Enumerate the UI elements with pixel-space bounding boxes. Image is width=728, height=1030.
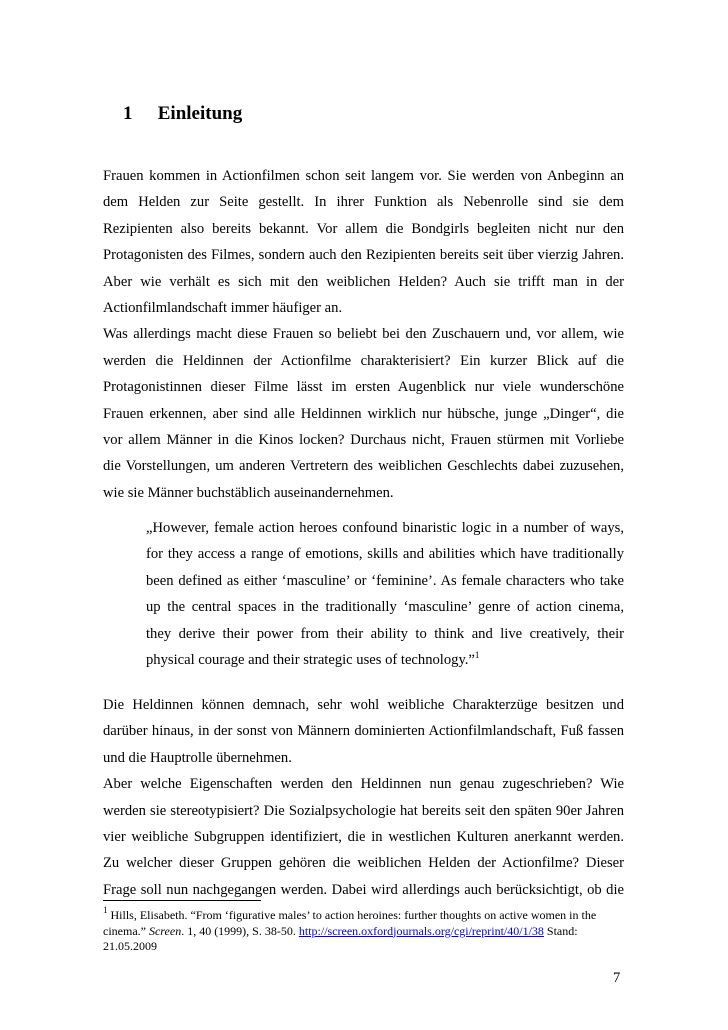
text-line: Frauen kommen in Actionfilmen schon seit langem vor. Sie werden von Anbeginn an — [103, 168, 624, 184]
text-line: Rezipienten also bereits bekannt. Vor allem die Bondgirls begleiten nicht nur den — [103, 220, 624, 237]
text-line: Die Heldinnen können demnach, sehr wohl weibliche Charakterzüge besitzen und — [103, 697, 624, 713]
text-line: dem Helden zur Seite gestellt. In ihrer Funktion als Nebenrolle sind sie dem — [103, 194, 624, 211]
text-line: Aber welche Eigenschaften werden den Heldinnen nun genau zugeschrieben? Wie — [103, 776, 624, 793]
text-line: Protagonistinnen dieser Filme lässt im ersten Augenblick nur viele wunderschöne — [103, 379, 624, 396]
text-line: vier weibliche Subgruppen identifiziert, die in westlichen Kulturen anerkannt werden. — [103, 829, 624, 846]
footnote-text: . 1, 40 (1999), S. 38-50. — [181, 923, 299, 938]
page-number: 7 — [613, 970, 621, 986]
footnote-line — [103, 905, 633, 924]
footnote — [103, 905, 633, 955]
journal-title: Screen — [148, 923, 182, 938]
section-heading — [123, 103, 242, 125]
text-line: Actionfilmlandschaft immer häufiger an. — [103, 300, 343, 317]
quote-line: for they access a range of emotions, skills and abilities which have traditionally — [146, 546, 624, 563]
quote-line-text: physical courage and their strategic uses of technology.” — [146, 652, 475, 669]
text-line: Protagonisten des Filmes, sondern auch den Rezipienten bereits seit über vierzig Jahren. — [103, 247, 624, 264]
quote-line: been defined as either ‘masculine’ or ‘feminine’. As female characters who take — [146, 572, 624, 589]
footnote-mark: 1 — [103, 905, 108, 915]
text-line: wie sie Männer buchstäblich auseinandernehmen. — [103, 484, 394, 501]
section-title: Einleitung — [157, 103, 243, 124]
text-line: werden die Heldinnen der Actionfilme charakterisiert? Ein kurzer Blick auf die — [103, 352, 624, 369]
footnote-separator — [103, 900, 261, 901]
text-line: Zu welcher dieser Gruppen gehören die weiblichen Helden der Actionfilme? Dieser — [103, 855, 624, 872]
block-quote — [146, 515, 624, 673]
text-line: werden sie stereotypisiert? Die Sozialpsychologie hat bereits seit den späten 90er Jahren — [103, 802, 624, 819]
quote-line-last — [146, 647, 624, 673]
section-number: 1 — [123, 103, 133, 124]
text-line: Aber wie verhält es sich mit den weiblichen Helden? Auch sie trifft man in der — [103, 273, 624, 290]
footnote-date: 21.05.2009 — [103, 939, 157, 953]
text-line: die Vorstellungen, um anderen Vertretern des weiblichen Geschlechts dabei zuzusehen, — [103, 458, 624, 475]
quote-line: up the central spaces in the traditionally ‘masculine’ genre of action cinema, — [146, 599, 624, 616]
footnote-link[interactable]: http://screen.oxfordjournals.org/cgi/reprint/40/1/38 — [298, 923, 544, 938]
body-paragraph — [103, 692, 624, 903]
quote-line: „However, female action heroes confound binaristic logic in a number of ways, — [146, 520, 624, 536]
footnote-text: Hills, Elisabeth. “From ‘figurative males’ to action heroines: further thoughts on active women in the — [110, 908, 597, 922]
text-line: Frauen erkennen, aber sind alle Heldinnen wirklich nur hübsche, junge „Dinger“, die — [103, 405, 624, 422]
text-line: Was allerdings macht diese Frauen so beliebt bei den Zuschauern und, vor allem, wie — [103, 326, 624, 343]
text-line: Frage soll nun nachgegangen werden. Dabei wird allerdings auch berücksichtigt, ob die — [103, 881, 624, 898]
quote-line: they derive their power from their ability to think and live creatively, their — [146, 625, 624, 642]
text-line: und die Hauptrolle übernehmen. — [103, 749, 292, 766]
text-line: vor allem Männer in die Kinos locken? Durchaus nicht, Frauen stürmen mit Vorliebe — [103, 432, 624, 449]
intro-paragraph — [103, 163, 624, 506]
footnote-line — [103, 924, 633, 940]
footnote-text: cinema.” — [103, 923, 149, 938]
footnote-text: Stand: — [543, 923, 578, 938]
text-line: darüber hinaus, in der sonst von Männern dominierten Actionfilmlandschaft, Fuß fassen — [103, 723, 624, 740]
footnote-reference[interactable]: 1 — [474, 650, 480, 661]
